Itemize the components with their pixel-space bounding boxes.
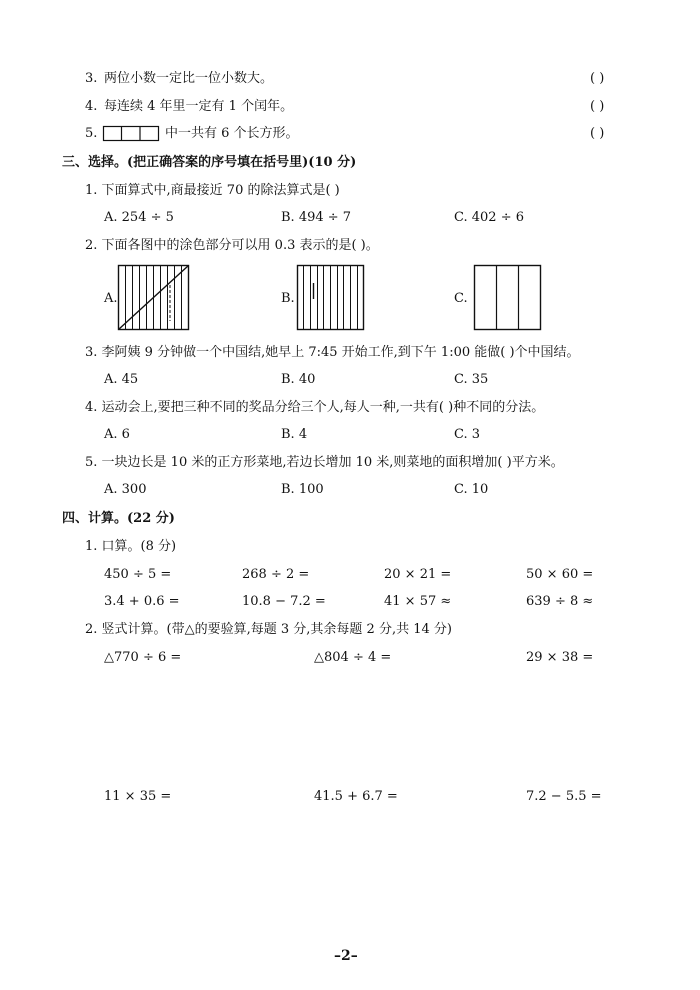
choice-q2-option-b[interactable]: B.	[281, 291, 295, 306]
oral-calc-item: 3.4 + 0.6 =	[104, 594, 180, 609]
judge-q3-text: 两位小数一定比一位小数大。	[104, 71, 274, 86]
choice-q4-stem: 4. 运动会上,要把三种不同的奖品分给三个人,每人一种,一共有( )种不同的分法。	[85, 400, 545, 415]
judge-q3-answer-parens[interactable]: ( )	[590, 71, 605, 86]
vertical-calc-item: 29 × 38 =	[526, 650, 594, 665]
oral-calc-item: 639 ÷ 8 ≈	[526, 594, 594, 609]
choice-q2-option-c[interactable]: C.	[454, 291, 468, 306]
page-number: –2–	[334, 948, 358, 964]
figure-c-square-three-parts	[474, 265, 544, 331]
figure-b-striped-square	[297, 265, 369, 331]
choice-q1-option-b[interactable]: B. 494 ÷ 7	[281, 210, 352, 225]
judge-q5-number: 5.	[85, 126, 98, 141]
section-4-title: 四、计算。(22 分)	[62, 511, 175, 526]
oral-calc-item: 10.8 − 7.2 =	[242, 594, 326, 609]
oral-calc-item: 268 ÷ 2 =	[242, 567, 310, 582]
choice-q1-option-a[interactable]: A. 254 ÷ 5	[104, 210, 174, 225]
choice-q3-option-c[interactable]: C. 35	[454, 372, 489, 387]
judge-q5-text: 中一共有 6 个长方形。	[165, 126, 299, 141]
judge-q4-number: 4.	[85, 99, 98, 114]
choice-q4-option-b[interactable]: B. 4	[281, 427, 308, 442]
figure-a-striped-square-with-diagonal	[118, 265, 190, 331]
choice-q4-option-a[interactable]: A. 6	[104, 427, 130, 442]
judge-q5-answer-parens[interactable]: ( )	[590, 126, 605, 141]
choice-q3-option-a[interactable]: A. 45	[104, 372, 139, 387]
strip-of-three-rectangles-figure	[103, 126, 159, 142]
choice-q5-stem: 5. 一块边长是 10 米的正方形菜地,若边长增加 10 米,则菜地的面积增加( )平方米。	[85, 455, 564, 470]
choice-q1-option-c[interactable]: C. 402 ÷ 6	[454, 210, 524, 225]
oral-calc-item: 20 × 21 =	[384, 567, 452, 582]
vertical-calc-title: 2. 竖式计算。(带△的要验算,每题 3 分,其余每题 2 分,共 14 分)	[85, 622, 452, 637]
choice-q2-stem: 2. 下面各图中的涂色部分可以用 0.3 表示的是( )。	[85, 238, 379, 253]
judge-q4-answer-parens[interactable]: ( )	[590, 99, 605, 114]
vertical-calc-item: 7.2 − 5.5 =	[526, 789, 602, 804]
choice-q3-option-b[interactable]: B. 40	[281, 372, 316, 387]
choice-q3-stem: 3. 李阿姨 9 分钟做一个中国结,她早上 7:45 开始工作,到下午 1:00 能做( )个中国结。	[85, 345, 580, 360]
judge-q4-text: 每连续 4 年里一定有 1 个闰年。	[104, 99, 294, 114]
choice-q5-option-c[interactable]: C. 10	[454, 482, 489, 497]
vertical-calc-item: △804 ÷ 4 =	[314, 650, 392, 665]
choice-q5-option-a[interactable]: A. 300	[104, 482, 147, 497]
vertical-calc-item: △770 ÷ 6 =	[104, 650, 182, 665]
oral-calc-title: 1. 口算。(8 分)	[85, 539, 177, 554]
vertical-calc-item: 41.5 + 6.7 =	[314, 789, 398, 804]
choice-q2-option-a[interactable]: A.	[104, 291, 118, 306]
judge-q3-number: 3.	[85, 71, 98, 86]
choice-q1-stem: 1. 下面算式中,商最接近 70 的除法算式是( )	[85, 183, 340, 198]
oral-calc-item: 50 × 60 =	[526, 567, 594, 582]
section-3-title: 三、选择。(把正确答案的序号填在括号里)(10 分)	[62, 155, 357, 170]
choice-q4-option-c[interactable]: C. 3	[454, 427, 481, 442]
oral-calc-item: 41 × 57 ≈	[384, 594, 452, 609]
choice-q5-option-b[interactable]: B. 100	[281, 482, 324, 497]
vertical-calc-item: 11 × 35 =	[104, 789, 172, 804]
oral-calc-item: 450 ÷ 5 =	[104, 567, 172, 582]
